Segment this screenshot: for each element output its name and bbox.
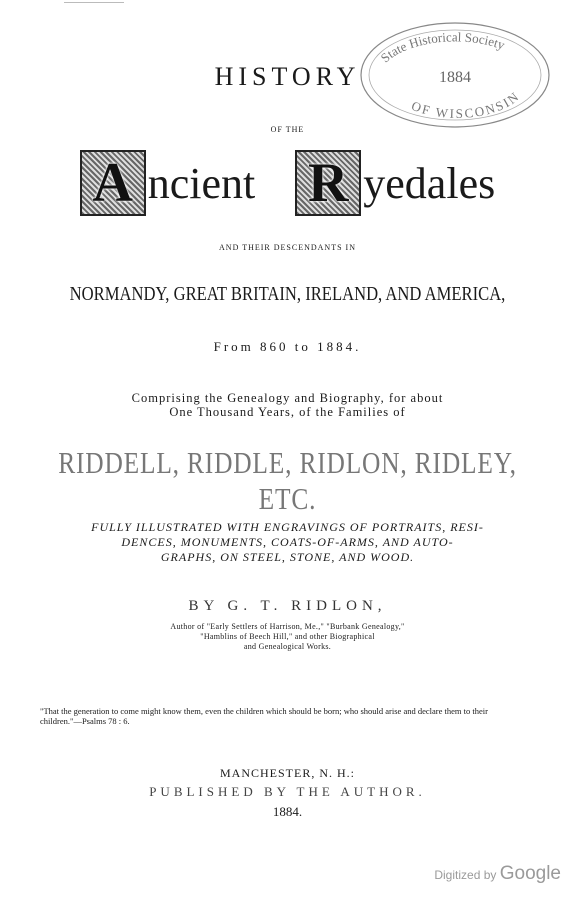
family-names: RIDDELL, RIDDLE, RIDLON, RIDLEY, ETC. <box>58 445 517 516</box>
top-rule <box>64 2 124 3</box>
svg-text:OF WISCONSIN: OF WISCONSIN <box>409 88 523 122</box>
illustration-line-3: GRAPHS, ON STEEL, STONE, AND WOOD. <box>160 550 415 564</box>
descendants-line: AND THEIR DESCENDANTS IN <box>219 243 356 252</box>
drop-cap-r: R <box>295 150 361 216</box>
of-the-text: OF THE <box>270 125 305 134</box>
author-credits <box>0 622 575 652</box>
publisher-city: MANCHESTER, N. H.: <box>219 766 355 780</box>
watermark-prefix: Digitized by <box>434 868 497 882</box>
author-line-3: and Genealogical Works. <box>243 642 332 651</box>
watermark-brand: Google <box>499 863 561 884</box>
svg-text:State Historical Society: State Historical Society <box>377 29 507 66</box>
illustration-note <box>0 520 575 565</box>
main-title <box>0 150 575 220</box>
epigraph-quote: "That the generation to come might know them, even the children which should be born; who should arise and declare them to their children."—Psalms 78 : 6. <box>40 706 488 726</box>
title-word-2: yedales <box>363 158 496 208</box>
date-range: From 860 to 1884. <box>213 339 362 354</box>
drop-cap-a: A <box>80 150 146 216</box>
places-line: NORMANDY, GREAT BRITAIN, IRELAND, AND AMERICA, <box>69 283 506 305</box>
publisher-name: PUBLISHED BY THE AUTHOR. <box>149 784 426 799</box>
title-word-1: ncient <box>147 158 256 208</box>
comprising-line-1: Comprising the Genealogy and Biography, for about <box>131 391 444 405</box>
svg-text:1884: 1884 <box>439 69 471 86</box>
comprising-block <box>0 391 575 419</box>
illustration-line-1: FULLY ILLUSTRATED WITH ENGRAVINGS OF PORTRAITS, RESI- <box>91 520 484 534</box>
illustration-line-2: DENCES, MONUMENTS, COATS-OF-ARMS, AND AUTO- <box>121 535 454 549</box>
author-byline: BY G. T. RIDLON, <box>188 598 387 614</box>
author-line-1: Author of "Early Settlers of Harrison, Me.," "Burbank Genealogy," <box>170 622 405 631</box>
publication-year: 1884. <box>272 804 303 819</box>
digitized-watermark <box>434 863 561 885</box>
heading: HISTORY <box>214 62 361 91</box>
comprising-line-2: One Thousand Years, of the Families of <box>169 405 406 419</box>
author-line-2: "Hamblins of Beech Hill," and other Biographical <box>200 632 375 641</box>
